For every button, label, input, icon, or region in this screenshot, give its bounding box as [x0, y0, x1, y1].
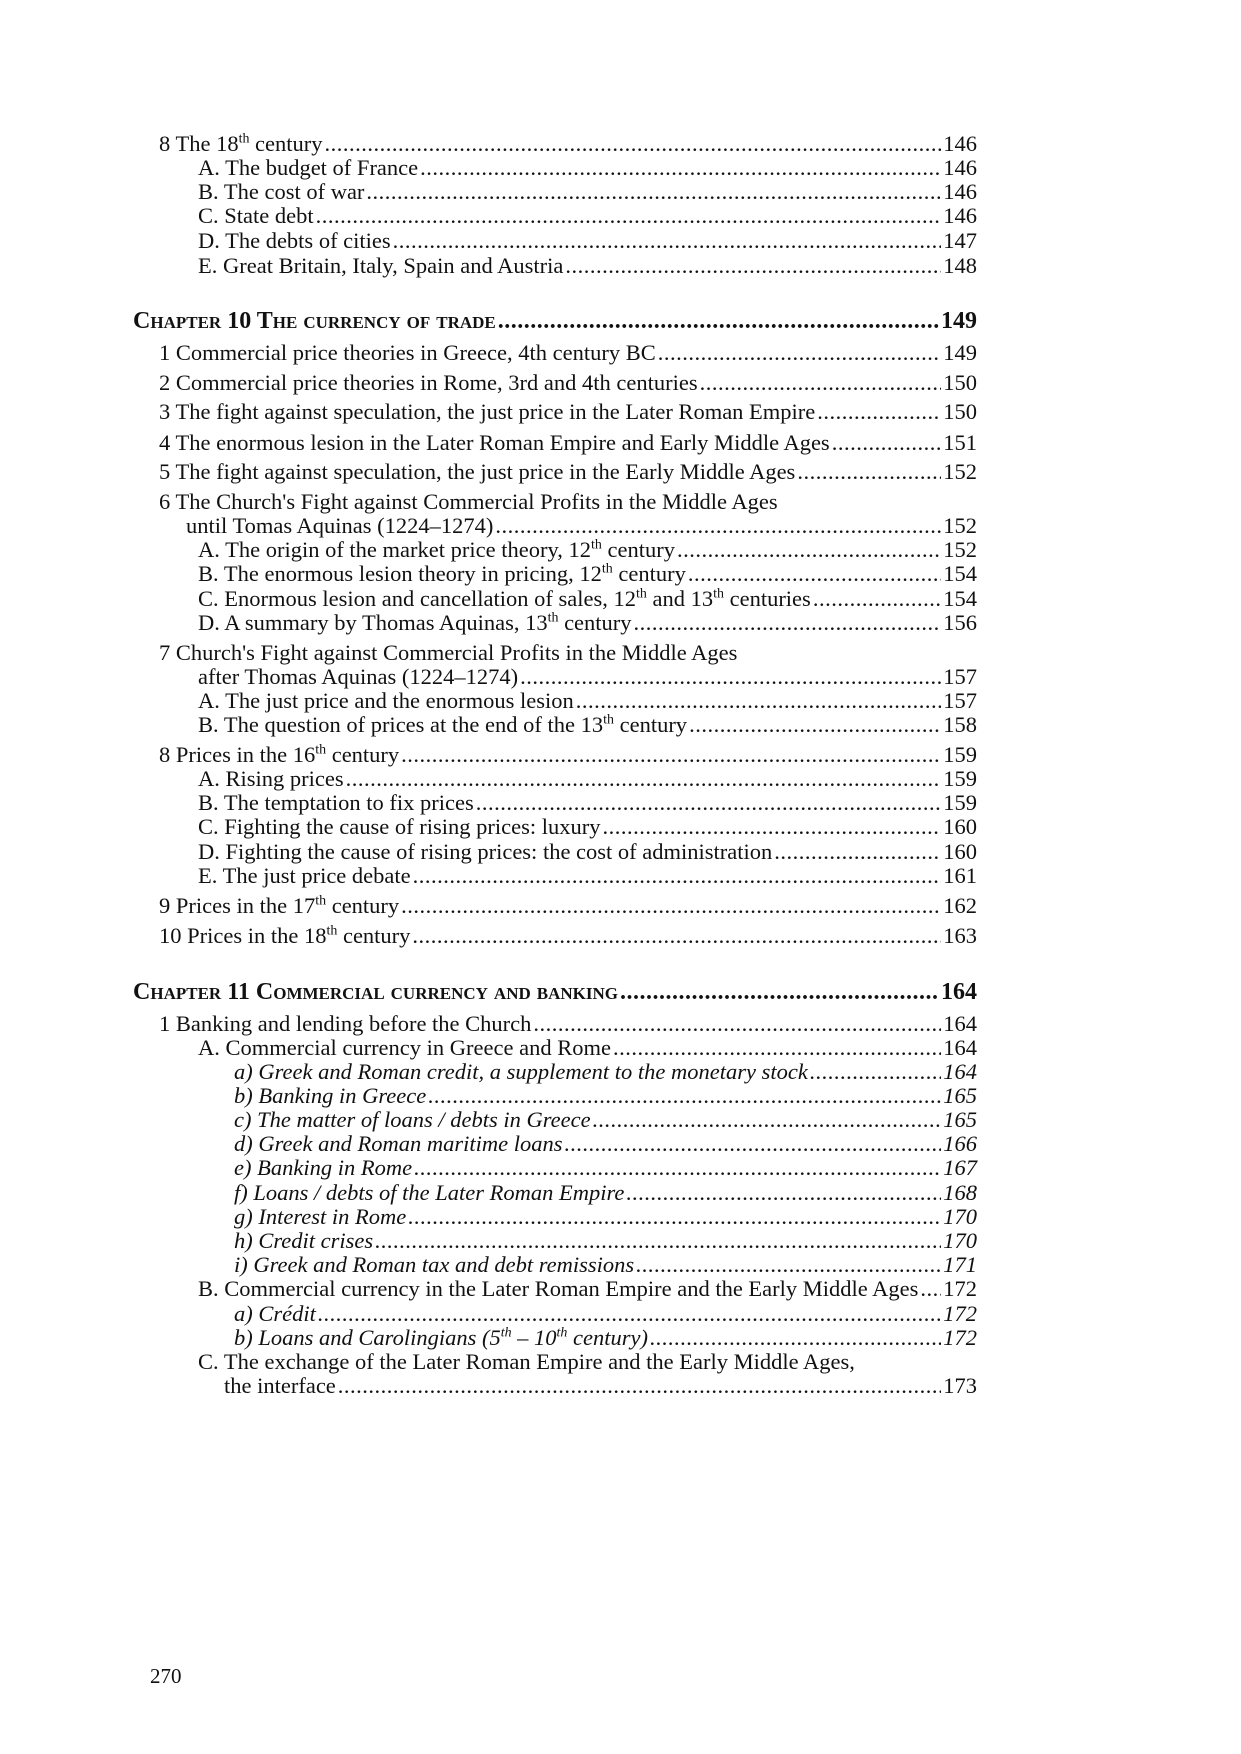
entry-page-number: 149 — [941, 308, 977, 334]
entry-title: 4 The enormous lesion in the Later Roman Empire and Early Middle Ages — [159, 430, 830, 455]
entry-title: E. The just price debate — [198, 863, 411, 888]
entry-title: 9 Prices in the 17th century — [159, 893, 400, 918]
dot-leader — [797, 459, 941, 485]
entry-title: 1 Banking and lending before the Church — [159, 1011, 532, 1036]
entry-page-number: 173 — [943, 1373, 977, 1398]
toc-entry — [198, 790, 977, 816]
toc-entry — [198, 203, 977, 229]
entry-title: g) Interest in Rome — [234, 1204, 407, 1229]
chapter-title: Chapter 11 Commercial currency and banking — [133, 979, 618, 1005]
entry-page-number: 154 — [943, 586, 977, 611]
dot-leader — [520, 664, 941, 690]
entry-page-number: 158 — [943, 712, 977, 737]
entry-title: d) Greek and Roman maritime loans — [234, 1131, 563, 1156]
toc-entry — [234, 1059, 977, 1085]
entry-title: 1 Commercial price theories in Greece, 4th century BC — [159, 340, 656, 365]
toc-entry — [198, 766, 977, 792]
dot-leader — [658, 340, 942, 366]
dot-leader — [813, 586, 941, 612]
dot-leader — [346, 766, 942, 792]
dot-leader — [375, 1228, 941, 1254]
entry-page-number: 150 — [943, 370, 977, 395]
toc-entry — [198, 1276, 977, 1302]
entry-title: b) Banking in Greece — [234, 1083, 427, 1108]
dot-leader — [412, 923, 941, 949]
entry-page-number: 159 — [943, 766, 977, 791]
entry-page-number: 167 — [943, 1155, 977, 1180]
toc-entry — [198, 610, 977, 636]
toc-entry — [234, 1228, 977, 1254]
toc-entry — [198, 179, 977, 205]
superscript: th — [556, 1325, 568, 1341]
entry-title: the interface — [224, 1373, 336, 1398]
entry-title: C. The exchange of the Later Roman Empire and the Early Middle Ages, — [198, 1349, 855, 1374]
dot-leader — [413, 863, 942, 889]
entry-page-number: 157 — [943, 664, 977, 689]
entry-title: 8 Prices in the 16th century — [159, 742, 400, 767]
superscript: th — [547, 610, 559, 626]
toc-entry — [198, 1349, 977, 1375]
entry-page-number: 164 — [943, 1035, 977, 1060]
entry-title: A. Commercial currency in Greece and Rome — [198, 1035, 611, 1060]
dot-leader — [626, 1180, 941, 1206]
entry-page-number: 171 — [943, 1252, 977, 1277]
dot-leader — [428, 1083, 941, 1109]
entry-page-number: 152 — [943, 537, 977, 562]
entry-page-number: 160 — [943, 814, 977, 839]
superscript: th — [591, 537, 602, 553]
toc-entry — [159, 459, 977, 485]
toc-entry — [186, 513, 977, 539]
chapter-heading — [133, 308, 977, 334]
toc-entry — [198, 839, 977, 865]
dot-leader — [533, 1011, 941, 1037]
entry-title: 3 The fight against speculation, the just price in the Later Roman Empire — [159, 399, 816, 424]
entry-title: h) Credit crises — [234, 1228, 374, 1253]
toc-entry — [159, 489, 977, 515]
entry-page-number: 146 — [943, 179, 977, 204]
entry-page-number: 149 — [943, 340, 977, 365]
superscript: th — [713, 586, 724, 602]
entry-page-number: 156 — [943, 610, 977, 635]
entry-page-number: 152 — [943, 513, 977, 538]
entry-page-number: 162 — [943, 893, 977, 918]
entry-page-number: 172 — [943, 1276, 977, 1301]
dot-leader — [316, 203, 942, 229]
toc-entry — [234, 1155, 977, 1181]
toc-entry — [198, 712, 977, 738]
entry-title: b) Loans and Carolingians (5th – 10th century) — [234, 1325, 648, 1350]
dot-leader — [689, 712, 941, 738]
entry-title: D. The debts of cities — [198, 228, 391, 253]
dot-leader — [620, 979, 939, 1005]
dot-leader — [408, 1204, 941, 1230]
toc-entry — [159, 430, 977, 456]
entry-page-number: 163 — [943, 923, 977, 948]
dot-leader — [602, 814, 941, 840]
superscript: th — [238, 131, 250, 147]
entry-title: until Tomas Aquinas (1224–1274) — [186, 513, 494, 538]
dot-leader — [393, 228, 942, 254]
entry-page-number: 147 — [943, 228, 977, 253]
entry-title: A. The origin of the market price theory, 12th century — [198, 537, 675, 562]
entry-title: D. A summary by Thomas Aquinas, 13th century — [198, 610, 632, 635]
entry-page-number: 154 — [943, 561, 977, 586]
toc-entry — [198, 664, 977, 690]
entry-title: c) The matter of loans / debts in Greece — [234, 1107, 591, 1132]
entry-page-number: 159 — [943, 742, 977, 767]
toc-entry — [159, 742, 977, 768]
entry-title: a) Crédit — [234, 1301, 316, 1326]
toc-entry — [234, 1252, 977, 1278]
dot-leader — [634, 610, 942, 636]
entry-page-number: 146 — [943, 155, 977, 180]
dot-leader — [498, 308, 939, 334]
entry-page-number: 170 — [943, 1204, 977, 1229]
toc-entry — [198, 814, 977, 840]
entry-title: 7 Church's Fight against Commercial Profits in the Middle Ages — [159, 640, 738, 665]
chapter-heading — [133, 979, 977, 1005]
dot-leader — [414, 1155, 941, 1181]
dot-leader — [495, 513, 941, 539]
dot-leader — [832, 430, 942, 456]
entry-page-number: 146 — [943, 131, 977, 156]
entry-title: after Thomas Aquinas (1224–1274) — [198, 664, 519, 689]
dot-leader — [476, 790, 941, 816]
toc-entry — [159, 923, 977, 949]
entry-title: B. The enormous lesion theory in pricing, 12th century — [198, 561, 686, 586]
entry-page-number: 164 — [943, 1011, 977, 1036]
entry-page-number: 146 — [943, 203, 977, 228]
dot-leader — [318, 1301, 941, 1327]
toc-entry — [159, 370, 977, 396]
entry-page-number: 172 — [943, 1301, 977, 1326]
dot-leader — [688, 561, 941, 587]
entry-page-number: 164 — [943, 1059, 977, 1084]
entry-title: C. Fighting the cause of rising prices: luxury — [198, 814, 601, 839]
toc-entry — [198, 561, 977, 587]
toc-entry — [159, 1011, 977, 1037]
entry-title: a) Greek and Roman credit, a supplement to the monetary stock — [234, 1059, 808, 1084]
chapter-title: Chapter 10 The currency of trade — [133, 308, 496, 334]
entry-title: C. Enormous lesion and cancellation of sales, 12th and 13th centuries — [198, 586, 811, 611]
entry-page-number: 152 — [943, 459, 977, 484]
toc-entry — [234, 1180, 977, 1206]
entry-title: B. The temptation to fix prices — [198, 790, 474, 815]
dot-leader — [420, 155, 941, 181]
entry-page-number: 166 — [943, 1131, 977, 1156]
toc-entry — [198, 228, 977, 254]
entry-page-number: 161 — [943, 863, 977, 888]
toc-entry — [234, 1204, 977, 1230]
superscript: th — [601, 561, 613, 577]
toc-entry — [198, 586, 977, 612]
toc-entry — [159, 399, 977, 425]
entry-page-number: 157 — [943, 688, 977, 713]
dot-leader — [576, 688, 941, 714]
entry-title: 8 The 18th century — [159, 131, 323, 156]
toc-entry — [159, 640, 977, 666]
toc-entry — [234, 1325, 977, 1351]
superscript: th — [636, 586, 647, 602]
entry-page-number: 165 — [943, 1107, 977, 1132]
superscript: th — [603, 712, 614, 728]
entry-page-number: 160 — [943, 839, 977, 864]
dot-leader — [636, 1252, 941, 1278]
toc-entry — [198, 863, 977, 889]
entry-title: 2 Commercial price theories in Rome, 3rd and 4th centuries — [159, 370, 698, 395]
dot-leader — [774, 839, 941, 865]
entry-page-number: 168 — [943, 1180, 977, 1205]
entry-title: f) Loans / debts of the Later Roman Empire — [234, 1180, 625, 1205]
superscript: th — [315, 893, 327, 909]
dot-leader — [366, 179, 941, 205]
entry-title: C. State debt — [198, 203, 314, 228]
dot-leader — [817, 399, 941, 425]
toc-entry — [159, 893, 977, 919]
entry-title: B. Commercial currency in the Later Roman Empire and the Early Middle Ages — [198, 1276, 919, 1301]
entry-page-number: 172 — [943, 1325, 977, 1350]
dot-leader — [700, 370, 942, 396]
page-number: 270 — [150, 1664, 182, 1688]
dot-leader — [810, 1059, 941, 1085]
dot-leader — [401, 742, 941, 768]
toc-entry — [234, 1131, 977, 1157]
superscript: th — [326, 923, 338, 939]
entry-page-number: 150 — [943, 399, 977, 424]
dot-leader — [325, 131, 942, 157]
toc-entry — [234, 1301, 977, 1327]
entry-title: 6 The Church's Fight against Commercial Profits in the Middle Ages — [159, 489, 778, 514]
toc-entry — [198, 537, 977, 563]
entry-title: B. The cost of war — [198, 179, 365, 204]
entry-title: A. The just price and the enormous lesion — [198, 688, 574, 713]
entry-page-number: 159 — [943, 790, 977, 815]
entry-page-number: 164 — [941, 979, 977, 1005]
toc-entry — [198, 688, 977, 714]
entry-title: D. Fighting the cause of rising prices: the cost of administration — [198, 839, 773, 864]
toc-entry — [198, 1035, 977, 1061]
entry-title: E. Great Britain, Italy, Spain and Austria — [198, 253, 564, 278]
dot-leader — [565, 1131, 942, 1157]
dot-leader — [677, 537, 941, 563]
dot-leader — [650, 1325, 941, 1351]
toc-entry — [198, 155, 977, 181]
toc-entry — [224, 1373, 977, 1399]
entry-title: i) Greek and Roman tax and debt remissions — [234, 1252, 635, 1277]
dot-leader — [593, 1107, 942, 1133]
entry-title: 5 The fight against speculation, the just price in the Early Middle Ages — [159, 459, 796, 484]
toc-entry — [198, 253, 977, 279]
dot-leader — [401, 893, 941, 919]
dot-leader — [613, 1035, 941, 1061]
toc-entry — [159, 131, 977, 157]
dot-leader — [338, 1373, 941, 1399]
entry-title: A. The budget of France — [198, 155, 419, 180]
entry-title: B. The question of prices at the end of the 13th century — [198, 712, 688, 737]
entry-title: A. Rising prices — [198, 766, 344, 791]
toc-entry — [159, 340, 977, 366]
dot-leader — [565, 253, 941, 279]
entry-page-number: 170 — [943, 1228, 977, 1253]
entry-page-number: 165 — [943, 1083, 977, 1108]
entry-page-number: 151 — [943, 430, 977, 455]
superscript: th — [500, 1325, 512, 1341]
toc-entry — [234, 1107, 977, 1133]
entry-title: 10 Prices in the 18th century — [159, 923, 411, 948]
entry-page-number: 148 — [943, 253, 977, 278]
dot-leader — [920, 1276, 941, 1302]
entry-title: e) Banking in Rome — [234, 1155, 413, 1180]
superscript: th — [315, 742, 327, 758]
toc-entry — [234, 1083, 977, 1109]
